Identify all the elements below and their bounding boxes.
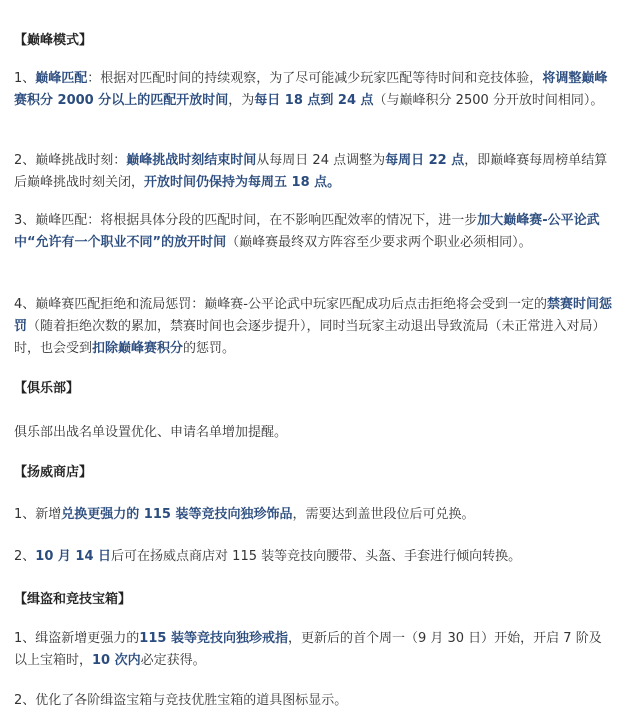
chest-item-2: 2、优化了各阶缉盗宝箱与竞技优胜宝箱的道具图标显示。 xyxy=(14,693,348,708)
club-item-1: 俱乐部出战名单设置优化、申请名单增加提醒。 xyxy=(14,425,288,440)
highlighted-text: 兑换更强力的 115 装等竞技向独珍饰品 xyxy=(61,507,293,522)
highlighted-text: 每日 18 点到 24 点 xyxy=(254,93,374,108)
highlighted-text: 10 月 14 日 xyxy=(35,549,112,564)
section-title-chests: 【缉盗和竞技宝箱】 xyxy=(14,592,132,607)
shop-item-2: 2、10 月 14 日后可在扬威点商店对 115 装等竞技向腰带、头盔、手套进行倾向转换。 xyxy=(14,549,522,564)
highlighted-text: 将调整巅峰赛积分 2000 分以上的匹配开放时间 xyxy=(14,71,608,108)
peak-item-2: 2、巅峰挑战时刻：巅峰挑战时刻结束时间从每周日 24 点调整为每周日 22 点，即巅峰赛每周榜单结算后巅峰挑战时刻关闭，开放时间仍保持为每周五 18 点。 xyxy=(14,153,608,190)
highlighted-text: 禁赛时间惩罚 xyxy=(14,297,612,334)
peak-item-3: 3、巅峰匹配：将根据具体分段的匹配时间，在不影响匹配效率的情况下，进一步加大巅峰赛-公平论武中“允许有一个职业不同”的放开时间（巅峰赛最终双方阵容至少要求两个职业必须相同）。 xyxy=(14,213,600,250)
section-title-club: 【俱乐部】 xyxy=(14,381,80,396)
highlighted-text: 每周日 22 点 xyxy=(385,153,465,168)
shop-item-1: 1、新增兑换更强力的 115 装等竞技向独珍饰品，需要达到盖世段位后可兑换。 xyxy=(14,507,475,522)
section-title-peak-mode: 【巅峰模式】 xyxy=(14,33,93,48)
section-title-shop: 【扬威商店】 xyxy=(14,465,93,480)
highlighted-text: 10 次内 xyxy=(92,653,141,668)
peak-item-1: 1、巅峰匹配：根据对匹配时间的持续观察，为了尽可能减少玩家匹配等待时间和竞技体验，将调整巅峰赛积分 2000 分以上的匹配开放时间，为每日 18 点到 24 点（与巅峰积分 2500 分开放时间相同）。 xyxy=(14,71,608,108)
highlighted-text: 加大巅峰赛-公平论武中“允许有一个职业不同”的放开时间 xyxy=(14,213,600,250)
chest-item-1: 1、缉盗新增更强力的115 装等竞技向独珍戒指，更新后的首个周一（9 月 30 日）开始，开启 7 阶及以上宝箱时，10 次内必定获得。 xyxy=(14,631,602,668)
peak-item-4: 4、巅峰赛匹配拒绝和流局惩罚：巅峰赛-公平论武中玩家匹配成功后点击拒绝将会受到一定的禁赛时间惩罚（随着拒绝次数的累加，禁赛时间也会逐步提升），同时当玩家主动退出导致流局（未正常进入对局）时，也会受到扣除巅峰赛积分的惩罚。 xyxy=(14,297,612,356)
highlighted-text: 巅峰挑战时刻结束时间 xyxy=(126,153,257,168)
highlighted-text: 开放时间仍保持为每周五 18 点。 xyxy=(144,175,341,190)
highlighted-text: 巅峰匹配 xyxy=(35,71,88,86)
highlighted-text: 115 装等竞技向独珍戒指 xyxy=(139,631,288,646)
highlighted-text: 扣除巅峰赛积分 xyxy=(92,341,184,356)
